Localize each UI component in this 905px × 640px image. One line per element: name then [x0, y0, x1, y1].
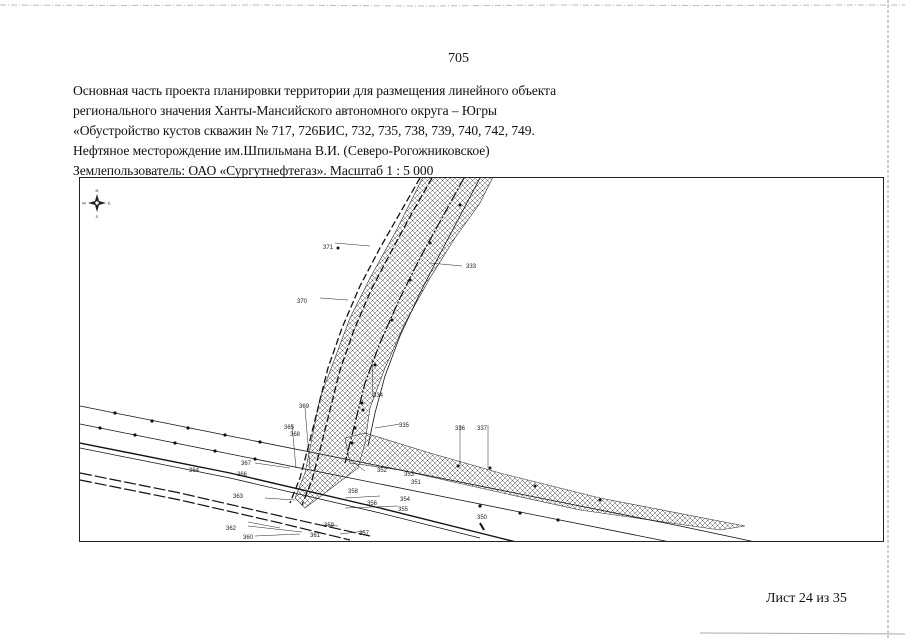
label-367: 367 [241, 461, 252, 467]
label-369: 369 [299, 404, 310, 410]
label-350: 350 [477, 515, 488, 521]
label-357: 357 [359, 531, 370, 537]
label-351: 351 [411, 480, 422, 486]
header-line-1: Основная часть проекта планировки территории для размещения линейного объекта [73, 83, 556, 98]
north-arrow-icon [82, 188, 111, 219]
label-370: 370 [297, 299, 308, 305]
label-371: 371 [323, 245, 334, 251]
header-line-5: Землепользователь: ОАО «Сургутнефтегаз». Масштаб 1 : 5 000 [73, 163, 434, 178]
label-358: 358 [348, 489, 359, 495]
scan-edge-bottom [700, 632, 905, 635]
label-354: 354 [400, 497, 411, 503]
compass-n: N [95, 188, 99, 193]
label-333: 333 [466, 264, 477, 270]
label-334: 334 [373, 393, 384, 399]
label-363: 363 [233, 494, 244, 500]
label-366: 366 [237, 472, 248, 478]
compass-w: W [82, 200, 86, 206]
scan-edge-top [0, 4, 905, 6]
document-header [73, 81, 713, 181]
label-368: 368 [290, 432, 301, 438]
label-337: 337 [477, 426, 488, 432]
header-line-2: регионального значения Ханты-Мансийского автономного округа – Югры [73, 103, 497, 118]
label-356: 356 [367, 501, 378, 507]
page-number: 705 [448, 51, 469, 66]
marker-350 [480, 523, 484, 530]
map-drawing [80, 178, 884, 542]
hatched-corridor-east [345, 433, 745, 530]
pipeline-1 [80, 406, 760, 542]
compass-e: E [108, 200, 111, 206]
header-line-4: Нефтяное месторождение им.Шпильмана В.И. (Северо-Рогожниковское) [73, 143, 490, 158]
label-360: 360 [243, 535, 254, 541]
label-364: 364 [189, 468, 200, 474]
label-359: 359 [324, 523, 335, 529]
label-365: 365 [284, 425, 295, 431]
sheet-number: Лист 24 из 35 [766, 591, 847, 606]
label-336: 336 [455, 426, 466, 432]
label-352: 352 [377, 468, 388, 474]
scan-edge-right [886, 0, 890, 640]
label-335: 335 [399, 423, 410, 429]
label-353: 353 [404, 472, 415, 478]
compass-s: S [95, 214, 99, 219]
label-355: 355 [398, 507, 409, 513]
label-361: 361 [310, 533, 321, 539]
label-362: 362 [226, 526, 237, 532]
header-line-3: «Обустройство кустов скважин № 717, 726БИС, 732, 735, 738, 739, 740, 742, 749. [73, 123, 535, 138]
map-frame [79, 177, 884, 542]
